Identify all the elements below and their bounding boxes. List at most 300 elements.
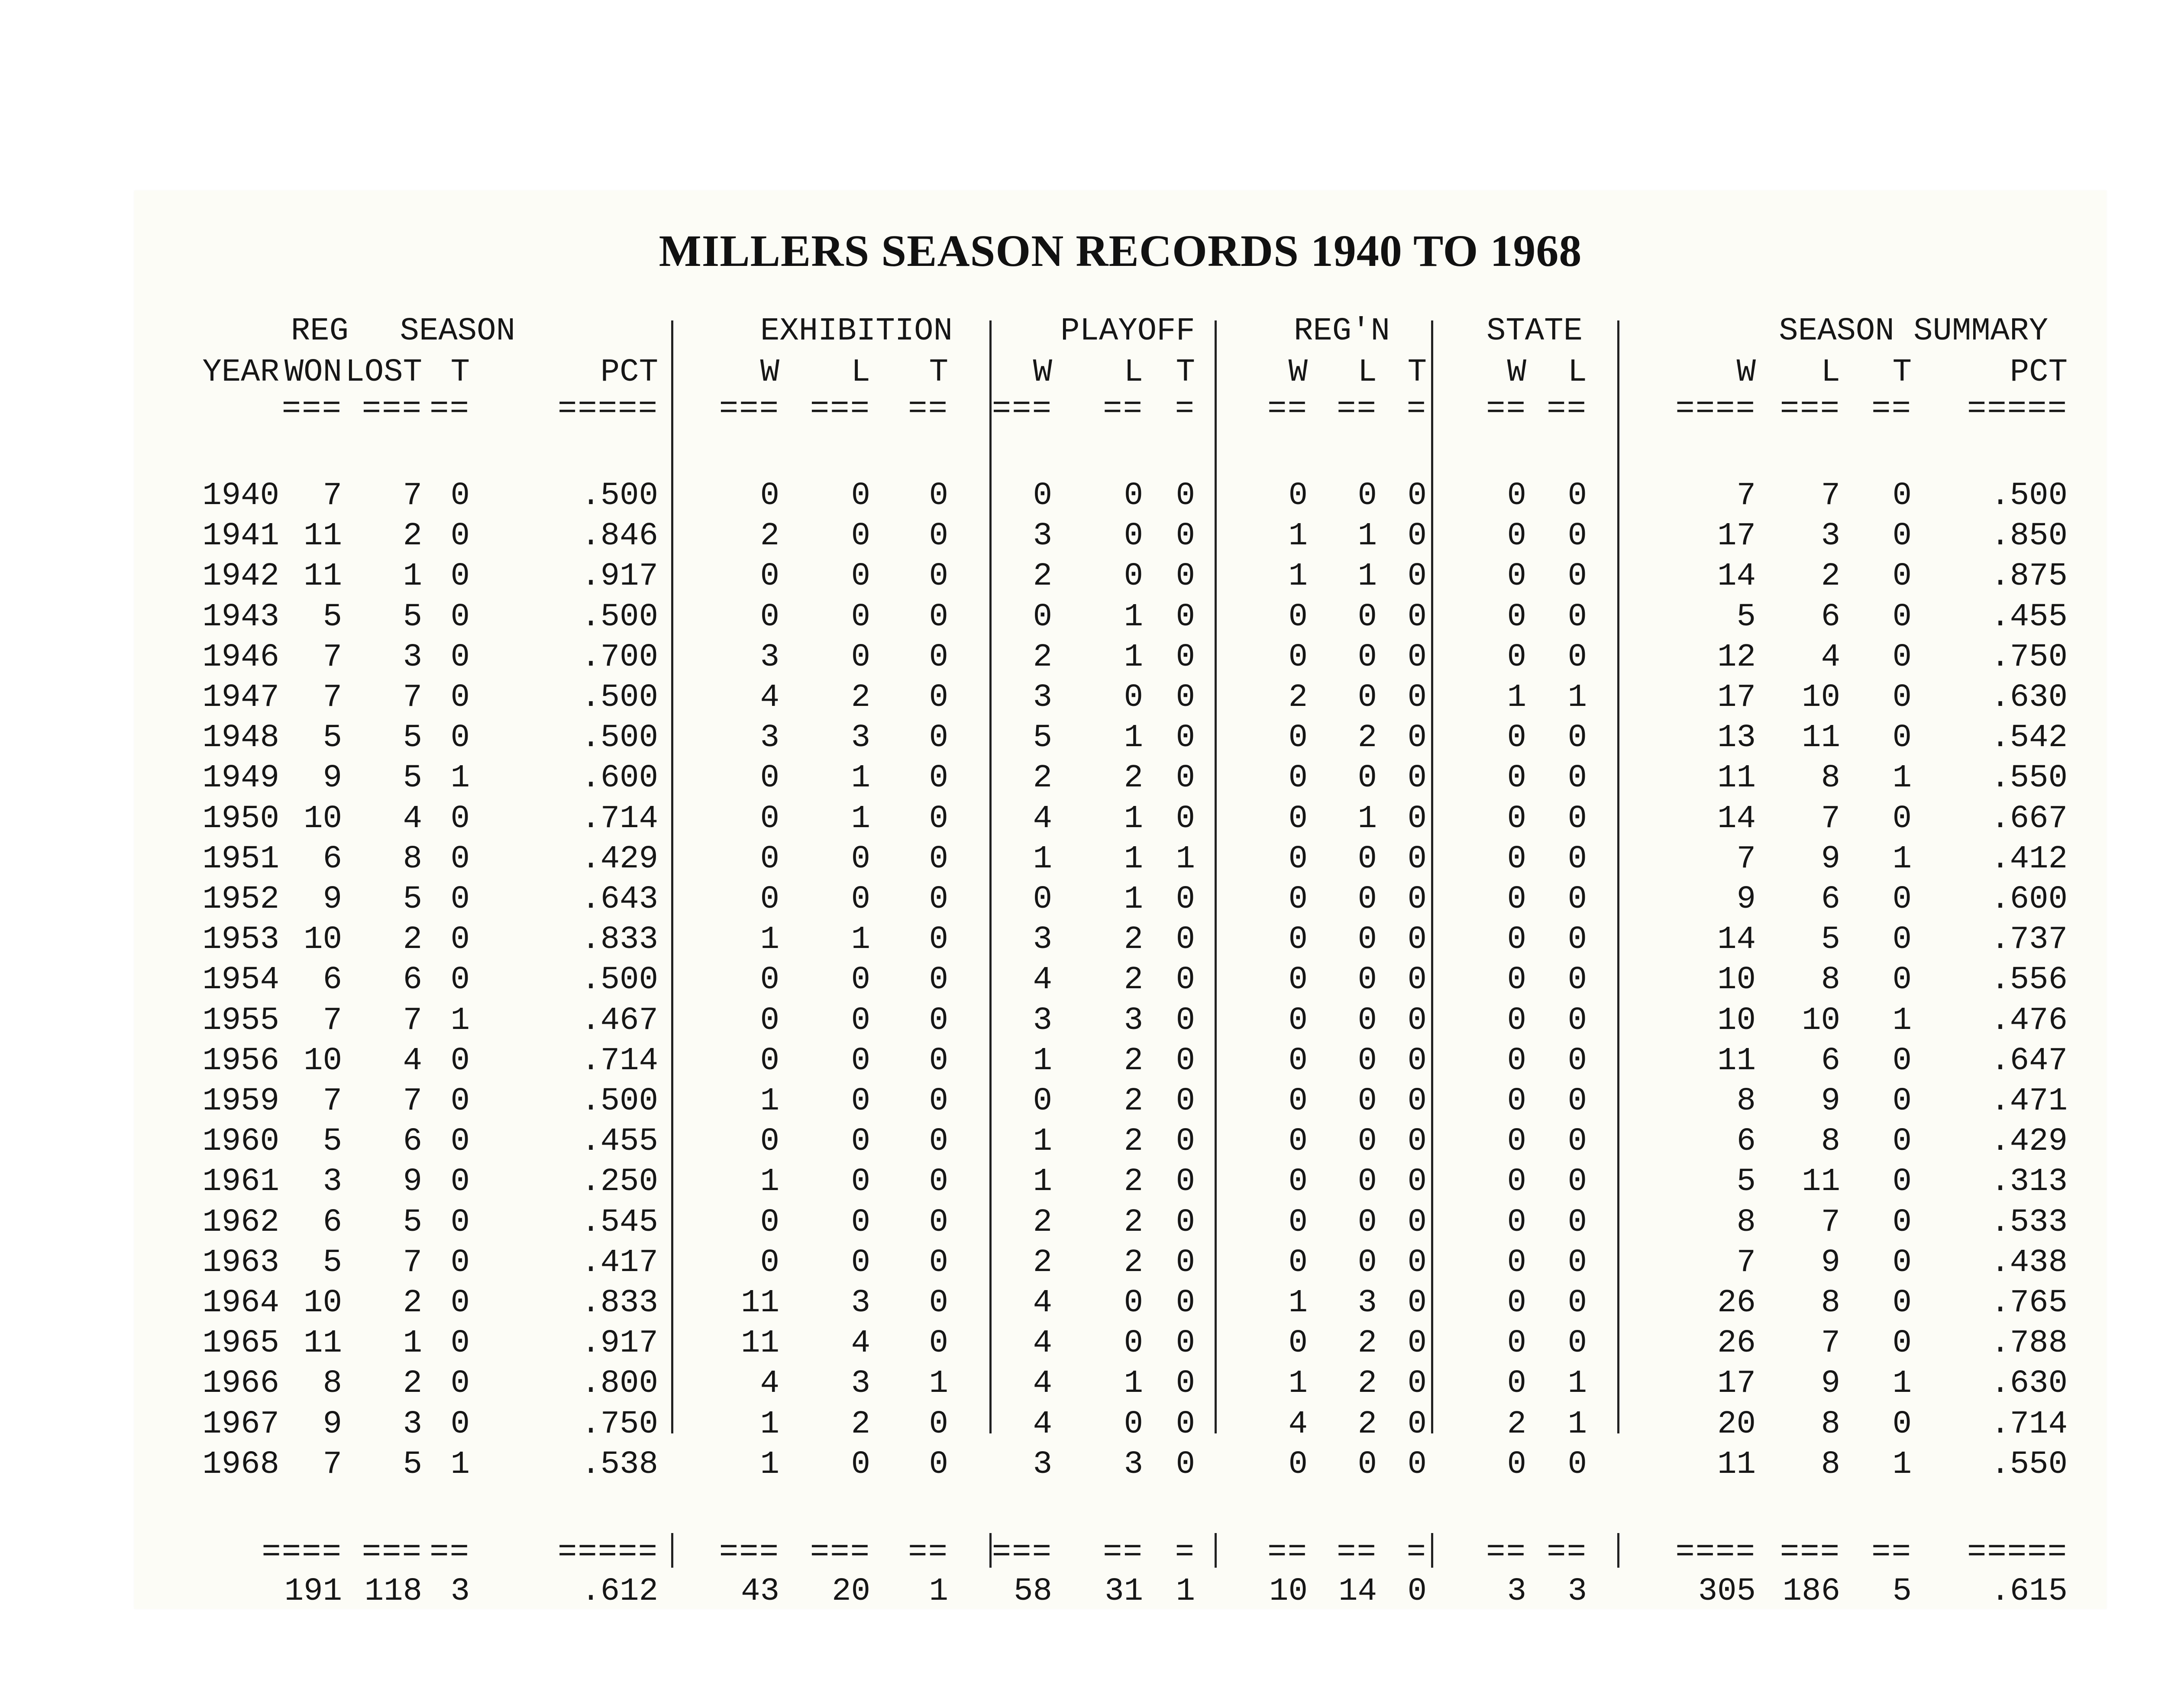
table-cell: 0 (1892, 1083, 1912, 1119)
table-cell: 26 (1717, 1285, 1756, 1321)
table-cell: .500 (581, 598, 658, 635)
table-cell: .600 (1991, 881, 2068, 918)
table-cell: 0 (929, 1164, 948, 1200)
header-rule: ===== (557, 391, 658, 427)
table-cell: 0 (1176, 1365, 1195, 1402)
table-cell: 1 (1892, 1002, 1912, 1039)
table-cell: 9 (323, 760, 342, 797)
table-cell: 0 (851, 1204, 870, 1241)
totals-rule: == (430, 1534, 470, 1571)
header-season: SEASON (400, 313, 515, 349)
table-cell: 0 (450, 1285, 470, 1321)
table-cell: 0 (1507, 841, 1526, 877)
table-cell: 4 (760, 1365, 779, 1402)
table-cell: 0 (1407, 1123, 1427, 1160)
table-cell: 0 (1288, 720, 1308, 757)
table-cell: 26 (1717, 1325, 1756, 1362)
table-cell: 14 (1717, 922, 1756, 958)
table-cell: 4 (1033, 1285, 1052, 1321)
table-cell: .471 (1991, 1083, 2068, 1119)
table-cell: 0 (450, 881, 470, 918)
table-cell: 2 (1033, 1244, 1052, 1281)
table-cell: 0 (1507, 1164, 1526, 1200)
table-cell: 7 (1821, 1204, 1840, 1241)
table-cell: 1966 (202, 1365, 279, 1402)
table-cell: 1961 (202, 1164, 279, 1200)
table-cell: 7 (323, 639, 342, 676)
table-cell: 0 (1288, 598, 1308, 635)
table-cell: 0 (1124, 1406, 1143, 1443)
table-cell: .917 (581, 558, 658, 595)
table-cell: 3 (851, 1365, 870, 1402)
table-cell: 0 (851, 1083, 870, 1119)
table-cell: 0 (851, 1123, 870, 1160)
column-divider (1215, 1533, 1217, 1568)
table-cell: 0 (1892, 478, 1912, 514)
header-rule: == (1337, 391, 1377, 427)
table-cell: .714 (581, 1042, 658, 1079)
table-cell: 9 (1821, 1365, 1840, 1402)
table-cell: 0 (450, 1042, 470, 1079)
table-cell: 0 (1507, 1365, 1526, 1402)
table-cell: 6 (1821, 881, 1840, 918)
totals-cell: 5 (1892, 1573, 1912, 1610)
table-cell: 0 (1357, 1123, 1377, 1160)
table-cell: 1 (1033, 1042, 1052, 1079)
table-cell: 0 (1892, 598, 1912, 635)
table-cell: 0 (1567, 558, 1587, 595)
totals-cell: 31 (1105, 1573, 1143, 1610)
table-cell: .429 (581, 841, 658, 877)
table-cell: 2 (403, 518, 422, 555)
totals-rule: ==== (1675, 1534, 1756, 1571)
table-cell: 0 (929, 478, 948, 514)
table-cell: 0 (1288, 639, 1308, 676)
table-cell: 0 (1507, 1446, 1526, 1483)
table-cell: 8 (403, 841, 422, 877)
table-cell: 0 (1033, 1083, 1052, 1119)
table-cell: 0 (1176, 679, 1195, 716)
totals-rule: ===== (557, 1534, 658, 1571)
column-divider (989, 320, 992, 1433)
totals-cell: 1 (929, 1573, 948, 1610)
table-cell: 6 (1821, 1042, 1840, 1079)
table-cell: 1 (760, 1406, 779, 1443)
table-cell: .412 (1991, 841, 2068, 877)
table-cell: 0 (1567, 881, 1587, 918)
table-cell: 0 (1124, 558, 1143, 595)
table-cell: 0 (450, 1406, 470, 1443)
header-playoff: PLAYOFF (1060, 313, 1195, 349)
column-header: T (1407, 354, 1427, 391)
table-cell: 0 (1288, 1123, 1308, 1160)
table-cell: 0 (1288, 1244, 1308, 1281)
header-rule: == (430, 391, 470, 427)
table-cell: 0 (1407, 478, 1427, 514)
table-cell: 3 (323, 1164, 342, 1200)
table-cell: 2 (1124, 1042, 1143, 1079)
column-header: T (1892, 354, 1912, 391)
table-cell: 3 (403, 639, 422, 676)
table-cell: 0 (1507, 1083, 1526, 1119)
table-cell: 0 (1567, 598, 1587, 635)
totals-cell: 186 (1782, 1573, 1840, 1610)
table-cell: .600 (581, 760, 658, 797)
table-cell: .850 (1991, 518, 2068, 555)
table-cell: 0 (1124, 478, 1143, 514)
table-cell: 1942 (202, 558, 279, 595)
totals-rule: === (362, 1534, 422, 1571)
table-cell: 0 (1892, 800, 1912, 837)
totals-rule: == (1547, 1534, 1587, 1571)
table-cell: 0 (1507, 922, 1526, 958)
table-cell: 0 (1288, 962, 1308, 999)
table-cell: .550 (1991, 760, 2068, 797)
table-cell: .429 (1991, 1123, 2068, 1160)
table-cell: 0 (1507, 881, 1526, 918)
table-cell: 2 (1357, 1325, 1377, 1362)
table-cell: 0 (1407, 558, 1427, 595)
table-cell: 1 (760, 922, 779, 958)
table-cell: 7 (323, 1083, 342, 1119)
table-cell: 1964 (202, 1285, 279, 1321)
table-cell: 17 (1717, 679, 1756, 716)
table-cell: 0 (1567, 760, 1587, 797)
table-cell: 0 (929, 962, 948, 999)
column-header: YEAR (202, 354, 279, 391)
table-cell: 1 (851, 760, 870, 797)
table-cell: 11 (1717, 1446, 1756, 1483)
table-cell: 1 (450, 1002, 470, 1039)
table-cell: 2 (1124, 922, 1143, 958)
table-cell: 7 (1736, 841, 1756, 877)
table-cell: .765 (1991, 1285, 2068, 1321)
table-cell: 5 (403, 760, 422, 797)
table-cell: 9 (1736, 881, 1756, 918)
table-cell: 1962 (202, 1204, 279, 1241)
table-cell: 0 (929, 639, 948, 676)
table-cell: 0 (1507, 1204, 1526, 1241)
table-cell: 0 (1407, 1244, 1427, 1281)
table-cell: 17 (1717, 518, 1756, 555)
totals-cell: 14 (1338, 1573, 1377, 1610)
table-cell: 3 (1033, 1446, 1052, 1483)
table-cell: 0 (1407, 841, 1427, 877)
table-cell: .500 (581, 962, 658, 999)
table-cell: 11 (304, 558, 342, 595)
table-cell: 0 (450, 1083, 470, 1119)
table-cell: 10 (1802, 679, 1840, 716)
table-cell: .737 (1991, 922, 2068, 958)
table-cell: 0 (450, 679, 470, 716)
table-cell: 0 (851, 962, 870, 999)
table-cell: 0 (1176, 598, 1195, 635)
table-cell: 0 (760, 1002, 779, 1039)
table-cell: 1941 (202, 518, 279, 555)
header-rule: === (992, 391, 1052, 427)
table-cell: 1 (1892, 1446, 1912, 1483)
table-cell: 7 (403, 1002, 422, 1039)
table-cell: .476 (1991, 1002, 2068, 1039)
table-cell: 1 (851, 922, 870, 958)
table-cell: 0 (929, 1406, 948, 1443)
table-cell: 0 (760, 1123, 779, 1160)
table-cell: 1 (1357, 800, 1377, 837)
table-cell: 1 (1124, 598, 1143, 635)
table-cell: 10 (1802, 1002, 1840, 1039)
table-cell: 0 (450, 1123, 470, 1160)
header-rule: == (1547, 391, 1587, 427)
table-cell: .467 (581, 1002, 658, 1039)
table-cell: 5 (1821, 922, 1840, 958)
table-cell: .455 (1991, 598, 2068, 635)
table-cell: .630 (1991, 1365, 2068, 1402)
table-cell: 2 (851, 679, 870, 716)
totals-cell: 305 (1698, 1573, 1756, 1610)
table-cell: 0 (929, 1123, 948, 1160)
table-cell: 10 (1717, 962, 1756, 999)
table-cell: 0 (1507, 1285, 1526, 1321)
table-cell: .800 (581, 1365, 658, 1402)
table-cell: 0 (1357, 1083, 1377, 1119)
table-cell: 2 (1033, 639, 1052, 676)
table-cell: 8 (1821, 1285, 1840, 1321)
table-cell: 4 (403, 800, 422, 837)
table-cell: 2 (1033, 760, 1052, 797)
table-cell: 0 (1288, 1083, 1308, 1119)
table-cell: 0 (1288, 841, 1308, 877)
table-cell: 0 (1892, 1406, 1912, 1443)
table-cell: 0 (851, 518, 870, 555)
table-cell: 9 (1821, 1083, 1840, 1119)
table-cell: .667 (1991, 800, 2068, 837)
table-cell: .500 (581, 478, 658, 514)
table-cell: 0 (450, 1164, 470, 1200)
table-cell: 11 (1802, 1164, 1840, 1200)
totals-rule: === (1780, 1534, 1840, 1571)
table-cell: 0 (929, 679, 948, 716)
totals-rule: == (1267, 1534, 1308, 1571)
table-cell: 0 (1176, 1446, 1195, 1483)
table-cell: 0 (1033, 598, 1052, 635)
table-cell: 0 (1357, 478, 1377, 514)
table-cell: 1 (760, 1164, 779, 1200)
table-cell: 0 (1176, 518, 1195, 555)
table-cell: 1949 (202, 760, 279, 797)
totals-rule: == (1486, 1534, 1526, 1571)
column-header: W (760, 354, 779, 391)
table-cell: 0 (1407, 720, 1427, 757)
table-cell: 4 (1033, 962, 1052, 999)
table-cell: 0 (1357, 760, 1377, 797)
column-header: PCT (600, 354, 658, 391)
table-cell: 0 (1507, 720, 1526, 757)
table-cell: 0 (1176, 800, 1195, 837)
table-cell: 1 (760, 1083, 779, 1119)
table-cell: 5 (1736, 598, 1756, 635)
header-rule: == (1871, 391, 1912, 427)
table-cell: 0 (1407, 962, 1427, 999)
table-cell: 0 (1407, 598, 1427, 635)
table-cell: 0 (450, 518, 470, 555)
table-cell: 0 (1407, 1285, 1427, 1321)
paper-sheet (134, 191, 2107, 1609)
table-cell: 0 (1357, 1002, 1377, 1039)
table-cell: 11 (1802, 720, 1840, 757)
table-cell: 0 (1567, 800, 1587, 837)
table-cell: 2 (403, 1365, 422, 1402)
table-cell: 0 (1507, 1244, 1526, 1281)
table-cell: 1967 (202, 1406, 279, 1443)
table-cell: 2 (1288, 679, 1308, 716)
table-cell: 7 (1821, 1325, 1840, 1362)
table-cell: 0 (1892, 1164, 1912, 1200)
table-cell: 0 (1176, 881, 1195, 918)
table-cell: 1 (1033, 841, 1052, 877)
table-cell: 0 (1176, 558, 1195, 595)
table-cell: 0 (1892, 922, 1912, 958)
table-cell: 0 (1567, 1164, 1587, 1200)
table-cell: 1 (1567, 1365, 1587, 1402)
table-cell: 6 (323, 841, 342, 877)
table-cell: 8 (323, 1365, 342, 1402)
table-cell: 1955 (202, 1002, 279, 1039)
table-cell: 1 (1357, 518, 1377, 555)
totals-cell: 58 (1014, 1573, 1052, 1610)
table-cell: 0 (929, 1285, 948, 1321)
totals-cell: 20 (832, 1573, 870, 1610)
table-cell: 1 (450, 760, 470, 797)
table-cell: 6 (1736, 1123, 1756, 1160)
table-cell: 3 (1357, 1285, 1377, 1321)
table-cell: 0 (1507, 518, 1526, 555)
table-cell: 0 (450, 598, 470, 635)
table-cell: 0 (1507, 1325, 1526, 1362)
totals-rule: = (1175, 1534, 1195, 1571)
table-cell: 2 (1507, 1406, 1526, 1443)
column-header: W (1033, 354, 1052, 391)
table-cell: 1 (1124, 881, 1143, 918)
table-cell: .438 (1991, 1244, 2068, 1281)
table-cell: 2 (760, 518, 779, 555)
table-cell: .714 (1991, 1406, 2068, 1443)
table-cell: 3 (1033, 1002, 1052, 1039)
table-cell: .545 (581, 1204, 658, 1241)
table-cell: 0 (1507, 760, 1526, 797)
column-divider (989, 1533, 992, 1568)
table-cell: 0 (1124, 1325, 1143, 1362)
table-cell: .500 (581, 1083, 658, 1119)
table-cell: 5 (403, 881, 422, 918)
table-cell: 1 (1288, 1285, 1308, 1321)
table-cell: 1 (1124, 639, 1143, 676)
table-cell: 0 (1407, 518, 1427, 555)
table-cell: 4 (1821, 639, 1840, 676)
column-divider (1617, 320, 1619, 1433)
totals-cell: 3 (1507, 1573, 1526, 1610)
table-cell: 1965 (202, 1325, 279, 1362)
table-cell: 0 (1357, 598, 1377, 635)
table-cell: 1950 (202, 800, 279, 837)
table-cell: 0 (1407, 760, 1427, 797)
table-cell: 0 (1357, 1204, 1377, 1241)
table-cell: 0 (1567, 962, 1587, 999)
table-cell: 0 (851, 1446, 870, 1483)
table-cell: 0 (1892, 518, 1912, 555)
header-rule: == (1103, 391, 1143, 427)
table-cell: .643 (581, 881, 658, 918)
table-cell: 10 (304, 1042, 342, 1079)
table-cell: .833 (581, 1285, 658, 1321)
table-cell: 6 (403, 1123, 422, 1160)
table-cell: 0 (1407, 922, 1427, 958)
totals-rule: == (1871, 1534, 1912, 1571)
table-cell: 0 (1407, 881, 1427, 918)
table-cell: 0 (851, 598, 870, 635)
table-cell: 9 (323, 881, 342, 918)
column-header: L (1821, 354, 1840, 391)
totals-rule: ==== (262, 1534, 342, 1571)
table-cell: 0 (1567, 1123, 1587, 1160)
table-cell: 0 (1288, 1446, 1308, 1483)
table-cell: 2 (1357, 720, 1377, 757)
column-header: T (450, 354, 470, 391)
table-cell: 2 (1124, 1083, 1143, 1119)
totals-rule: === (992, 1534, 1052, 1571)
table-cell: 4 (403, 1042, 422, 1079)
table-cell: 0 (450, 962, 470, 999)
table-cell: 11 (741, 1325, 779, 1362)
table-cell: 3 (1821, 518, 1840, 555)
table-cell: .630 (1991, 679, 2068, 716)
table-cell: 0 (929, 720, 948, 757)
table-cell: 0 (1176, 1406, 1195, 1443)
table-cell: .647 (1991, 1042, 2068, 1079)
header-rule: == (908, 391, 948, 427)
table-cell: 0 (450, 639, 470, 676)
table-cell: 2 (1124, 1164, 1143, 1200)
table-cell: 1959 (202, 1083, 279, 1119)
table-cell: 0 (929, 558, 948, 595)
table-cell: 1 (1124, 1365, 1143, 1402)
table-cell: 10 (304, 922, 342, 958)
table-cell: 17 (1717, 1365, 1756, 1402)
table-cell: 4 (1033, 1406, 1052, 1443)
table-cell: .556 (1991, 962, 2068, 999)
table-cell: 0 (1357, 841, 1377, 877)
table-cell: 5 (323, 1123, 342, 1160)
table-cell: 3 (1033, 518, 1052, 555)
table-cell: 3 (851, 720, 870, 757)
column-header: PCT (2010, 354, 2068, 391)
table-cell: 0 (1567, 720, 1587, 757)
table-cell: 0 (929, 800, 948, 837)
table-cell: .875 (1991, 558, 2068, 595)
table-cell: 8 (1736, 1083, 1756, 1119)
column-header: W (1507, 354, 1526, 391)
table-cell: 1 (403, 558, 422, 595)
totals-rule: = (1406, 1534, 1427, 1571)
table-cell: .788 (1991, 1325, 2068, 1362)
totals-rule: ===== (1967, 1534, 2068, 1571)
table-cell: .500 (1991, 478, 2068, 514)
table-cell: 0 (1507, 962, 1526, 999)
table-cell: 0 (1892, 1204, 1912, 1241)
table-cell: 0 (760, 1042, 779, 1079)
table-cell: 0 (1288, 1002, 1308, 1039)
table-cell: 1 (851, 800, 870, 837)
table-cell: .833 (581, 922, 658, 958)
